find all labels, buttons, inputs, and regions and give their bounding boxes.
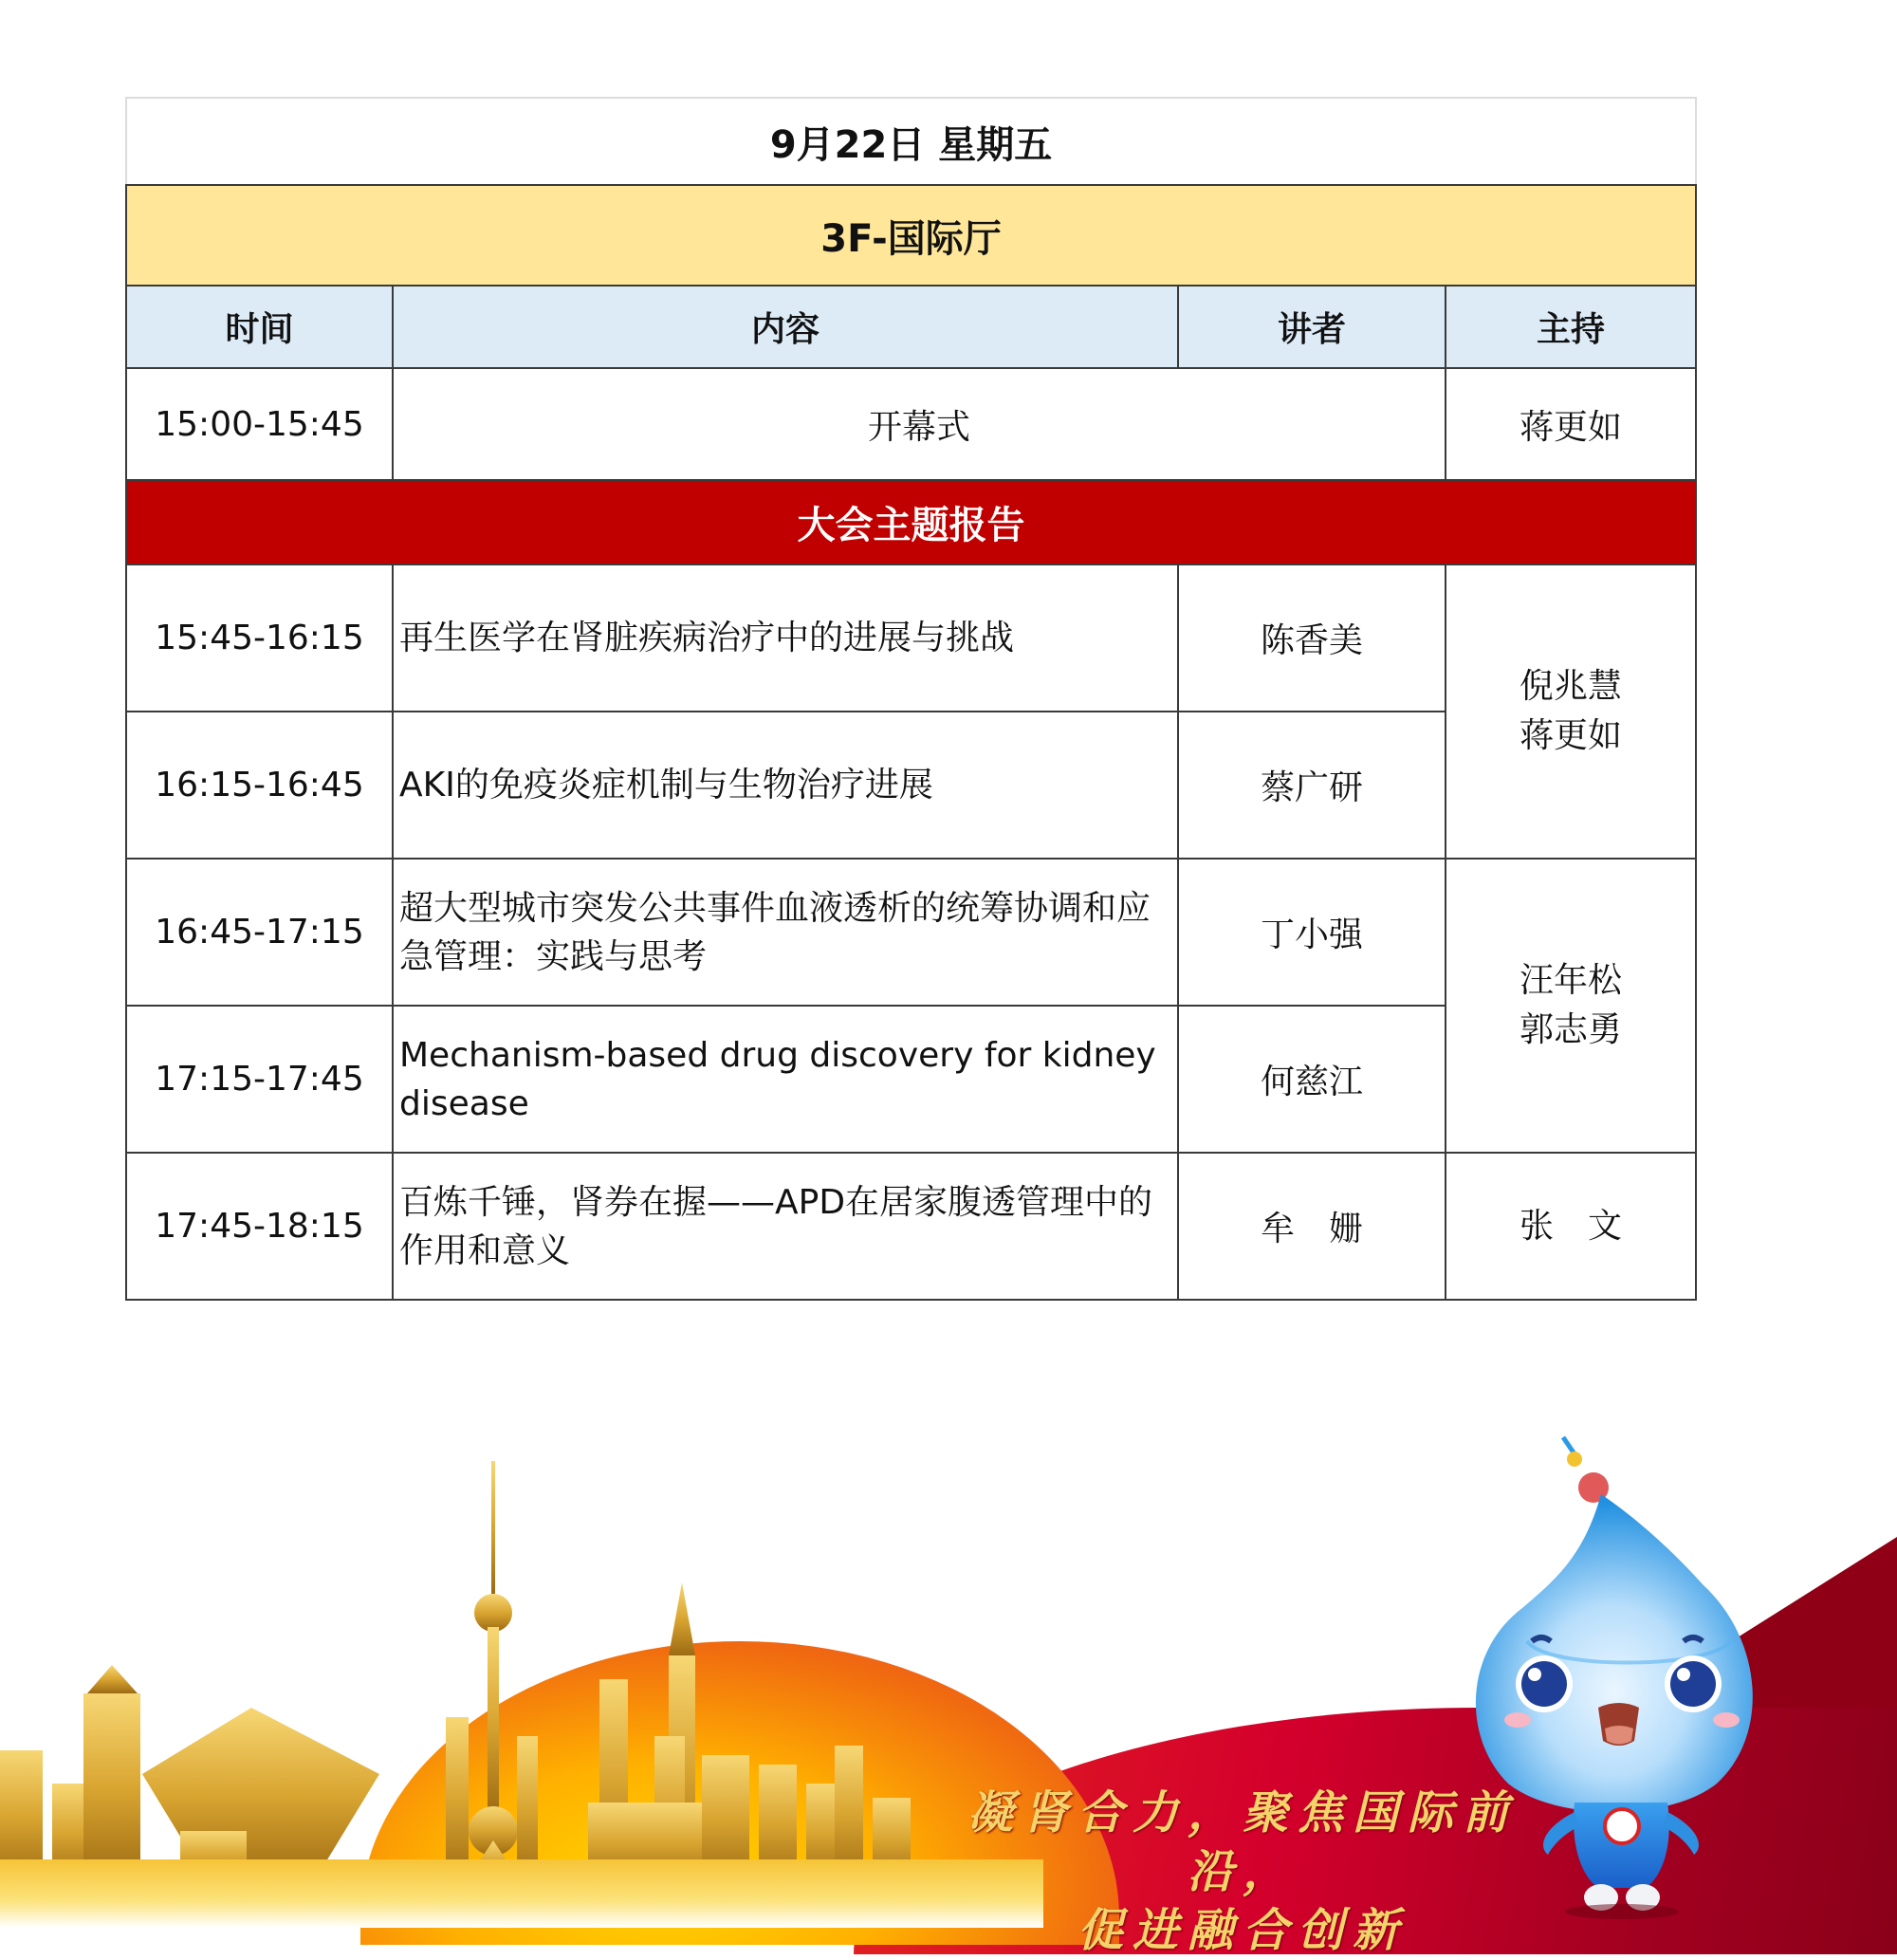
- table-row: [126, 859, 1696, 1006]
- header-time: 时间: [126, 286, 393, 368]
- header-host: 主持: [1446, 286, 1696, 368]
- speaker-cell: 陈香美: [1178, 564, 1446, 712]
- time-cell: 17:45-18:15: [126, 1153, 393, 1300]
- content-cell: 开幕式: [393, 368, 1446, 480]
- host-cell: 蒋更如: [1446, 368, 1696, 480]
- river-reflection: [0, 1859, 1043, 1928]
- time-cell: 15:00-15:45: [126, 368, 393, 480]
- time-cell: 16:45-17:15: [126, 859, 393, 1006]
- slogan-line-1: 凝肾合力，聚焦国际前沿，: [967, 1786, 1518, 1898]
- host-name: 倪兆慧: [1519, 667, 1623, 706]
- speaker-cell: 牟 姗: [1178, 1153, 1446, 1300]
- slogan-line-2: 促进融合创新: [1077, 1904, 1408, 1957]
- host-cell: [1446, 564, 1696, 859]
- schedule-date: 9月22日 星期五: [126, 98, 1696, 185]
- content-cell: 百炼千锤，肾券在握——APD在居家腹透管理中的作用和意义: [393, 1153, 1178, 1300]
- host-cell: [1446, 1153, 1696, 1300]
- content-cell: 再生医学在肾脏疾病治疗中的进展与挑战: [393, 564, 1178, 712]
- footer-banner: [0, 1423, 1821, 1957]
- header-speaker: 讲者: [1178, 286, 1446, 368]
- content-cell: Mechanism-based drug discovery for kidney disease: [393, 1006, 1178, 1153]
- host-name: 张 文: [1519, 1206, 1623, 1246]
- table-row-opening: [126, 368, 1696, 480]
- host-name: 汪年松: [1519, 961, 1623, 1000]
- water-drop-mascot-icon: [1442, 1423, 1821, 1928]
- speaker-cell: 丁小强: [1178, 859, 1446, 1006]
- host-name: 郭志勇: [1519, 1010, 1623, 1049]
- schedule-table: [125, 97, 1697, 1301]
- speaker-cell: 蔡广研: [1178, 712, 1446, 859]
- time-cell: 15:45-16:15: [126, 564, 393, 712]
- section-title: 大会主题报告: [126, 480, 1696, 564]
- host-cell: [1446, 859, 1696, 1153]
- content-cell: AKI的免疫炎症机制与生物治疗进展: [393, 712, 1178, 859]
- table-row: [126, 1153, 1696, 1300]
- time-cell: 17:15-17:45: [126, 1006, 393, 1153]
- table-row: [126, 564, 1696, 712]
- content-cell: 超大型城市突发公共事件血液透析的统筹协调和应急管理：实践与思考: [393, 859, 1178, 1006]
- venue-title: 3F-国际厅: [126, 185, 1696, 286]
- time-cell: 16:15-16:45: [126, 712, 393, 859]
- host-name: 蒋更如: [1519, 716, 1623, 755]
- speaker-cell: 何慈江: [1178, 1006, 1446, 1153]
- header-content: 内容: [393, 286, 1178, 368]
- shanghai-skyline-icon: [0, 1423, 1043, 1928]
